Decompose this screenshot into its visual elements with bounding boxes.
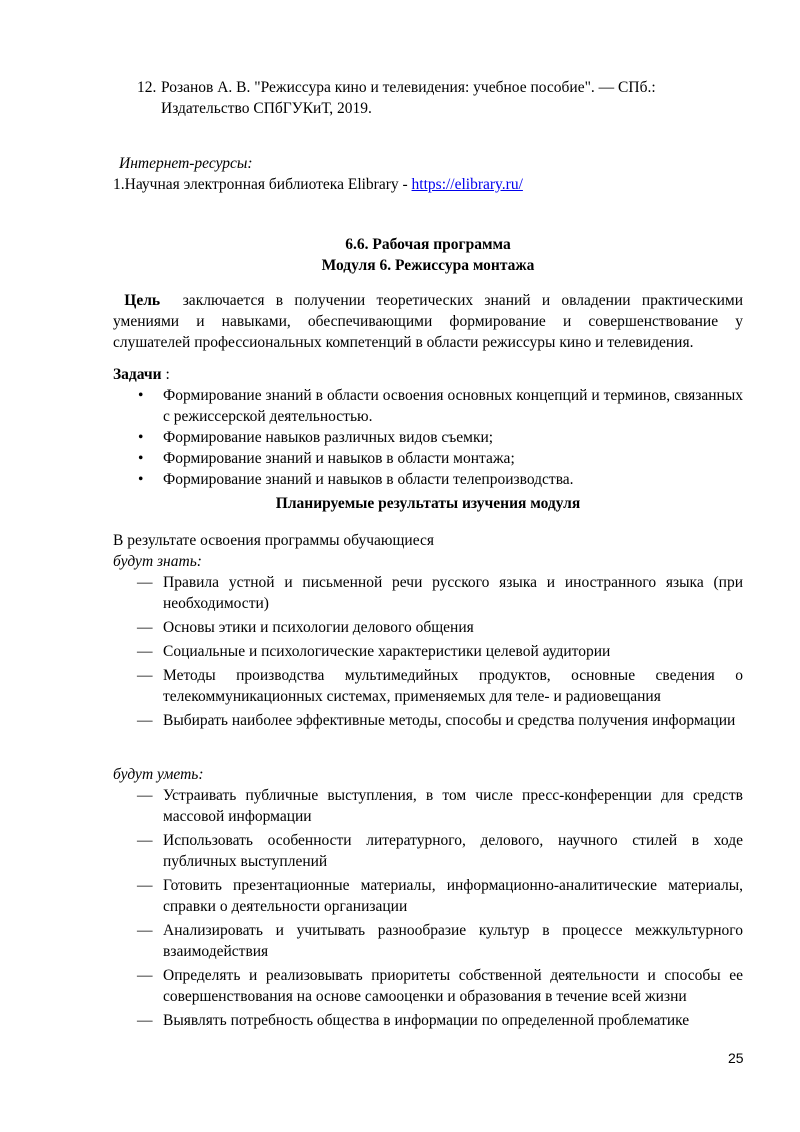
- list-item: [113, 427, 743, 448]
- page-number: 25: [728, 1050, 744, 1066]
- reference-text: [161, 77, 737, 119]
- dash-icon: —: [137, 922, 153, 939]
- tasks-label: Задачи: [113, 366, 162, 383]
- internet-resources-heading: Интернет-ресурсы:: [119, 155, 253, 172]
- list-item: [113, 469, 743, 490]
- task-text: Формирование навыков различных видов съемки;: [163, 429, 494, 446]
- dash-icon: —: [137, 832, 153, 849]
- list-item: [113, 785, 743, 827]
- internet-resources: [113, 153, 753, 195]
- dash-icon: —: [137, 967, 153, 984]
- list-item: [113, 830, 743, 872]
- list-item: [113, 920, 743, 962]
- reference-number: 12.: [137, 79, 157, 96]
- list-item: [113, 710, 743, 731]
- internet-resource-item: [113, 174, 753, 195]
- dash-icon: —: [137, 877, 153, 894]
- internet-resource-label: 1.Научная электронная библиотека Elibrary -: [113, 176, 412, 193]
- module-title: Модуля 6. Режиссура монтажа: [321, 257, 535, 274]
- know-label: будут знать:: [113, 553, 202, 570]
- can-item-text: Определять и реализовывать приоритеты собственной деятельности и способы ее совершенствования на основе самооценки и образования в течение всей жизни: [163, 967, 743, 1005]
- can-item-text: Выявлять потребность общества в информации по определенной проблематике: [163, 1012, 690, 1029]
- task-text: Формирование знаний и навыков в области монтажа;: [163, 450, 515, 467]
- know-item-text: Методы производства мультимедийных продуктов, основные сведения о телекоммуникационных системах, применяемых для теле- и радиовещания: [163, 667, 743, 705]
- dash-icon: —: [137, 619, 153, 636]
- list-item: [113, 875, 743, 917]
- list-item: [113, 572, 743, 614]
- can-label: будут уметь:: [113, 766, 204, 783]
- know-item-text: Выбирать наиболее эффективные методы, способы и средства получения информации: [163, 712, 736, 729]
- goal-paragraph: [113, 290, 743, 353]
- goal-text-1: заключается в получении теоретических знаний и овладении практическими: [182, 292, 744, 309]
- results-intro: В результате освоения программы обучающиеся: [113, 532, 434, 549]
- tasks-colon: :: [161, 366, 170, 383]
- know-item-text: Основы этики и психологии делового общения: [163, 619, 474, 636]
- list-item: [113, 965, 743, 1007]
- dash-icon: —: [137, 643, 153, 660]
- dash-icon: —: [137, 1012, 153, 1029]
- reference-line-2: Издательство СПбГУКиТ, 2019.: [161, 100, 372, 117]
- dash-icon: —: [137, 574, 153, 591]
- list-item: [113, 448, 743, 469]
- tasks-list: [113, 385, 743, 490]
- tasks-title: [113, 364, 743, 385]
- reference-line-1: Розанов А. В. "Режиссура кино и телевидения: учебное пособие". — СПб.:: [161, 79, 656, 96]
- list-item: [113, 641, 743, 662]
- list-item: [113, 665, 743, 707]
- goal-line-2: умениями и навыками, обеспечивающими формирование и совершенствование у: [113, 313, 743, 330]
- bullet-icon: •: [138, 387, 144, 404]
- planned-results-heading: Планируемые результаты изучения модуля: [275, 495, 581, 512]
- list-item: [113, 1010, 743, 1031]
- can-list: [113, 785, 743, 1031]
- elibrary-link[interactable]: https://elibrary.ru/: [411, 176, 523, 193]
- can-item-text: Готовить презентационные материалы, информационно-аналитические материалы, справки о деятельности организации: [163, 877, 743, 915]
- know-list: [113, 572, 743, 731]
- dash-icon: —: [137, 787, 153, 804]
- can-item-text: Использовать особенности литературного, делового, научного стилей в ходе публичных выступлений: [163, 832, 743, 870]
- tasks-section: [113, 364, 743, 490]
- section-heading: [113, 234, 743, 276]
- know-item-text: Правила устной и письменной речи русского языка и иностранного языка (при необходимости): [163, 574, 743, 612]
- bullet-icon: •: [138, 429, 144, 446]
- section-title: 6.6. Рабочая программа: [345, 236, 511, 253]
- bullet-icon: •: [138, 450, 144, 467]
- planned-results: [113, 530, 743, 734]
- reference-item: [137, 77, 737, 119]
- can-item-text: Устраивать публичные выступления, в том числе пресс-конференции для средств массовой информации: [163, 787, 743, 825]
- task-text: Формирование знаний в области освоения основных концепций и терминов, связанных с режиссерской деятельностью.: [163, 387, 743, 425]
- goal-line-1: [113, 290, 743, 311]
- list-item: [113, 617, 743, 638]
- dash-icon: —: [137, 667, 153, 684]
- skills-section: [113, 764, 743, 1034]
- goal-line-3: слушателей профессиональных компетенций в области режиссуры кино и телевидения.: [113, 334, 694, 351]
- task-text: Формирование знаний и навыков в области телепроизводства.: [163, 471, 574, 488]
- know-item-text: Социальные и психологические характеристики целевой аудитории: [163, 643, 611, 660]
- bullet-icon: •: [138, 471, 144, 488]
- goal-label: Цель: [124, 292, 161, 309]
- can-item-text: Анализировать и учитывать разнообразие культур в процессе межкультурного взаимодействия: [163, 922, 743, 960]
- list-item: [113, 385, 743, 427]
- dash-icon: —: [137, 712, 153, 729]
